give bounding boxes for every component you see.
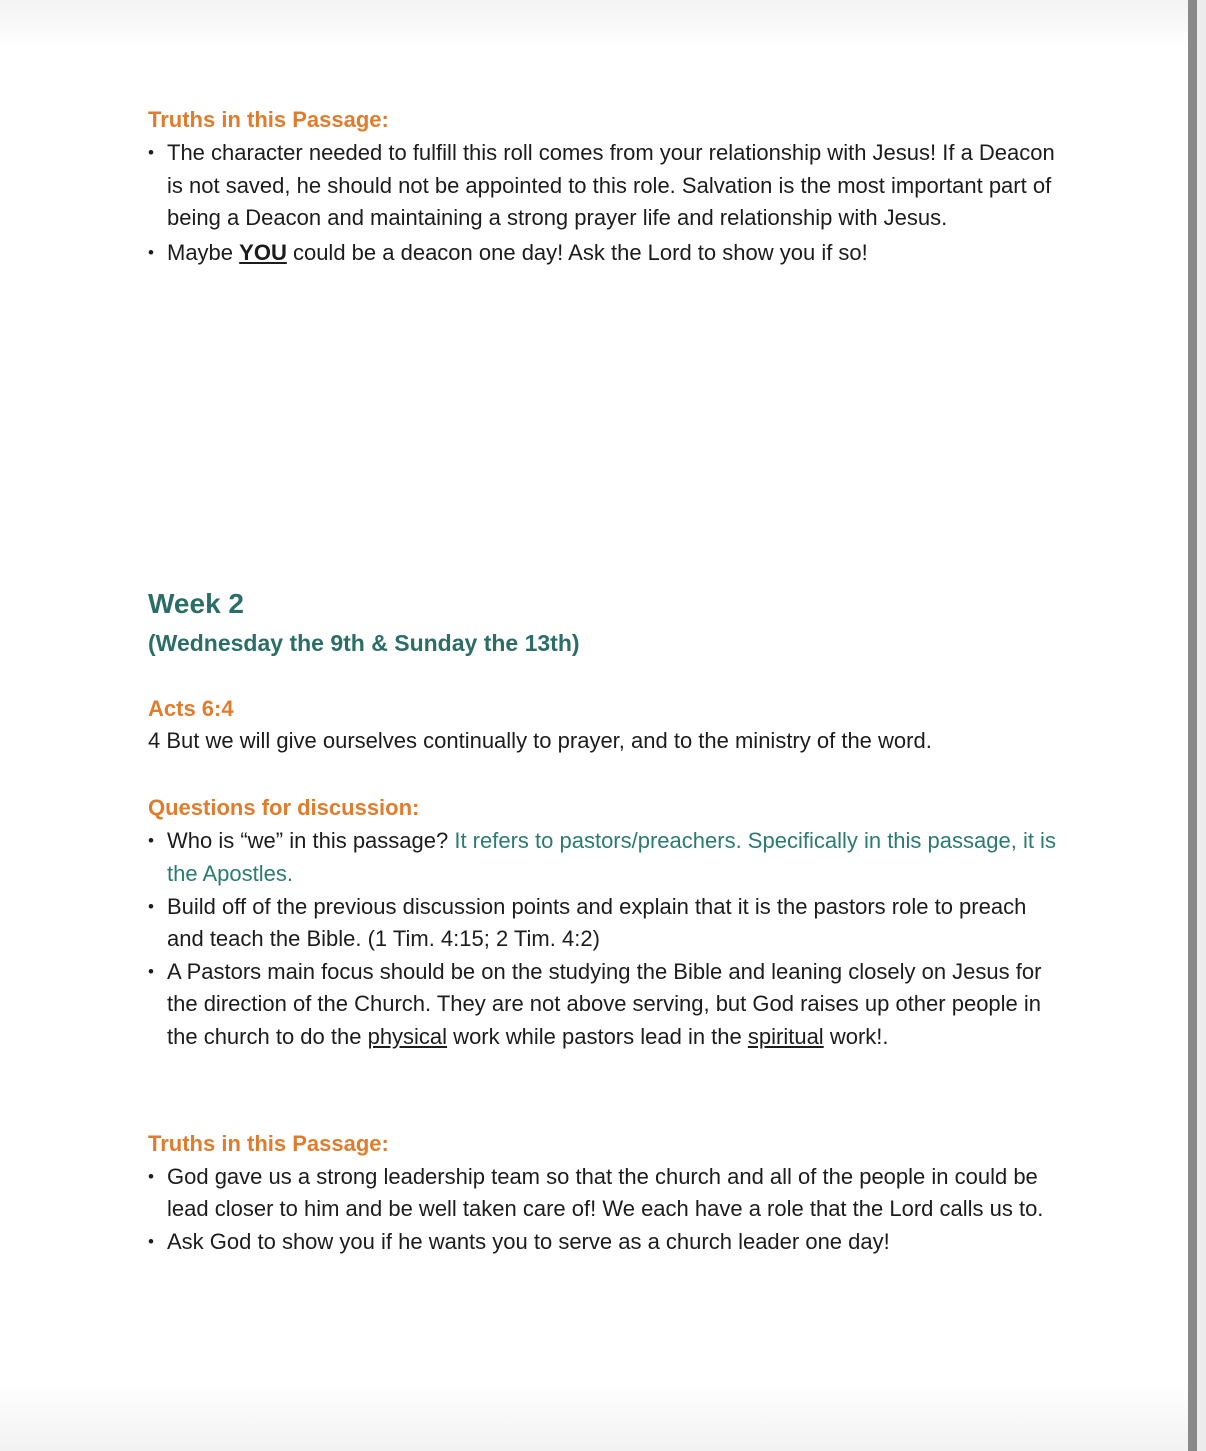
emphasis-you: YOU: [239, 239, 287, 265]
list-item: • Ask God to show you if he wants you to serve as a church leader one day!: [148, 1226, 1068, 1259]
week-2-subtitle: (Wednesday the 9th & Sunday the 13th): [148, 630, 580, 657]
list-item: • God gave us a strong leadership team so that the church and all of the people in could be lead closer to him and be well taken care of! We each have a role that the Lord calls us to.: [148, 1161, 1068, 1226]
scrollbar[interactable]: [1188, 0, 1206, 1451]
underlined-physical: physical: [367, 1023, 448, 1049]
questions-heading: Questions for discussion:: [148, 795, 420, 821]
answer-text: It refers to pastors/preachers. Specifically in this passage, it is the Apostles.: [167, 828, 1056, 886]
week-2-title: Week 2: [148, 588, 244, 620]
document-content: [148, 106, 1068, 1258]
list-item: • The character needed to fulfill this roll comes from your relationship with Jesus! If a Deacon is not saved, he should not be appointed to this role. Salvation is the most important part of being a Deacon and maintaining a strong prayer life and relationship with Jesus.: [148, 137, 1068, 235]
truths-heading-1: Truths in this Passage:: [148, 107, 389, 132]
truths-heading-2: Truths in this Passage:: [148, 1130, 389, 1156]
questions-list: [148, 825, 1068, 1053]
truths-list-2: [148, 1161, 1068, 1259]
list-item: • Build off of the previous discussion points and explain that it is the pastors role to preach and teach the Bible. (1 Tim. 4:15; 2 Tim. 4:2): [148, 891, 1068, 956]
underlined-spiritual: spiritual: [747, 1023, 824, 1049]
scrollbar-thumb[interactable]: [1188, 0, 1197, 1451]
list-item: • A Pastors main focus should be on the studying the Bible and leaning closely on Jesus for the direction of the Church. They are not above serving, but God raises up other people in the church to do the physical work while pastors lead in the spiritual work!.: [148, 956, 1068, 1054]
list-item: • Maybe YOU could be a deacon one day! Ask the Lord to show you if so!: [148, 237, 1068, 270]
passage-text: 4 But we will give ourselves continually to prayer, and to the ministry of the word.: [148, 728, 932, 754]
passage-reference: Acts 6:4: [148, 696, 234, 722]
truths-list-1: [148, 137, 1068, 269]
list-item: • Who is “we” in this passage? It refers to pastors/preachers. Specifically in this passage, it is the Apostles.: [148, 825, 1068, 890]
